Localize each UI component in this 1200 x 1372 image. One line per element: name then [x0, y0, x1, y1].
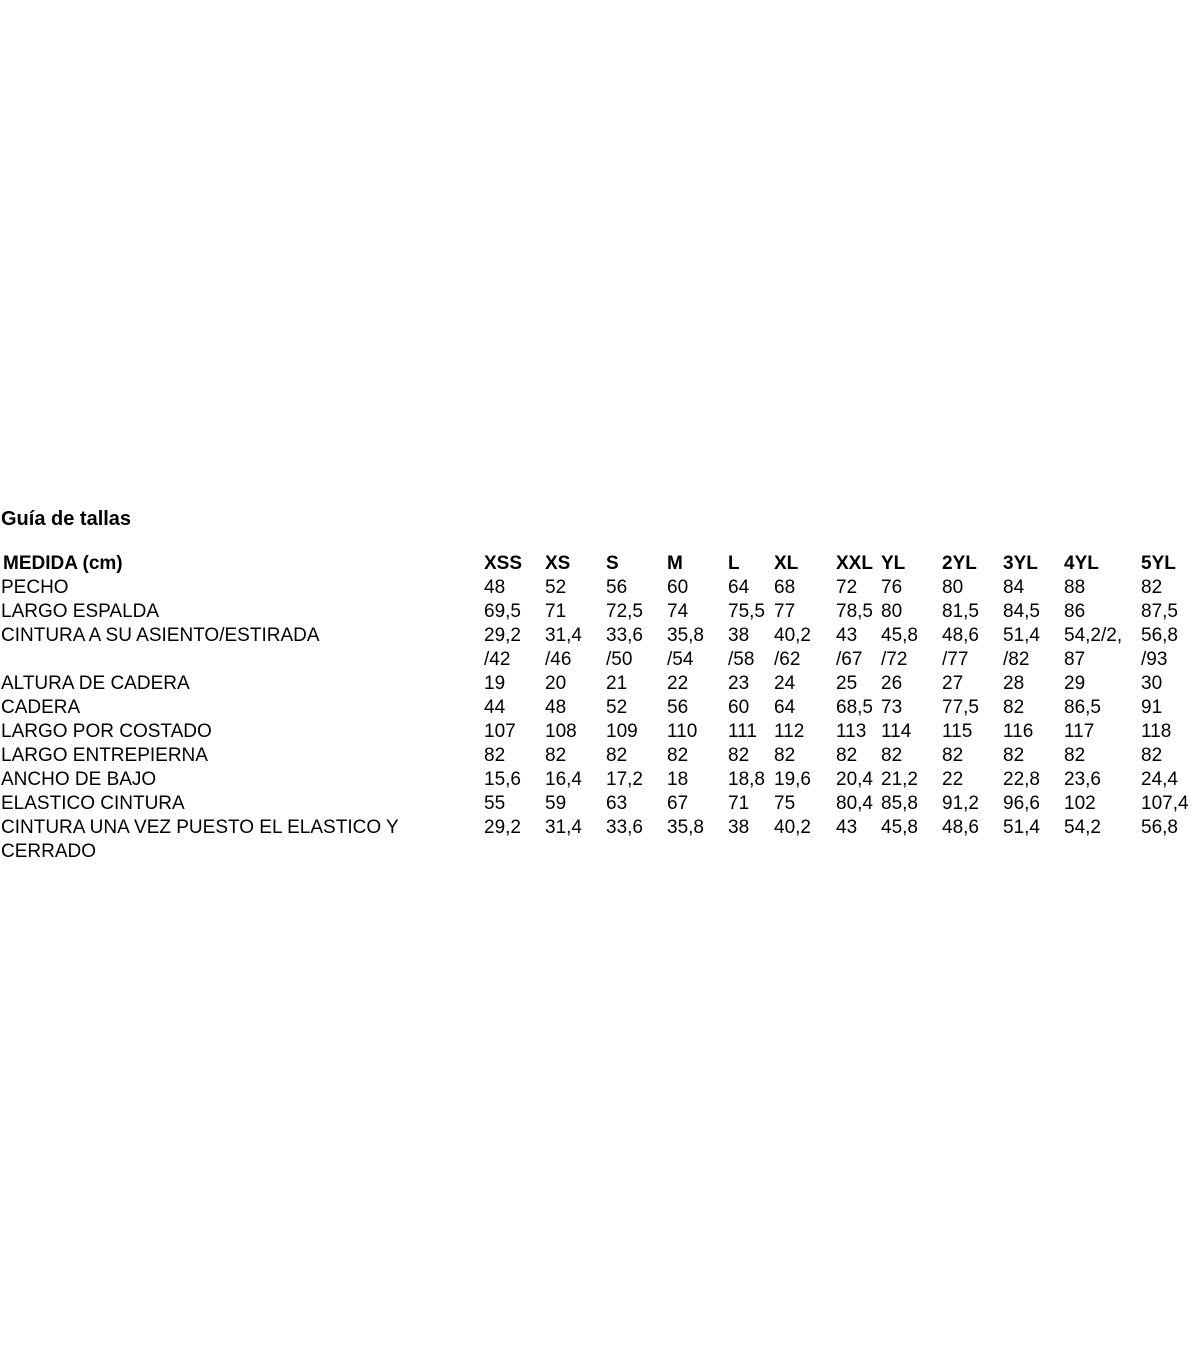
table-cell: 28	[1003, 673, 1025, 694]
table-cell: 84	[1003, 577, 1025, 598]
table-cell: /46	[545, 649, 572, 670]
size-header-yl: YL	[881, 553, 906, 574]
table-cell: 110	[667, 721, 698, 742]
table-cell: 23	[728, 673, 750, 694]
table-cell: 91,2	[942, 793, 979, 814]
size-header-xs: XS	[545, 553, 571, 574]
table-cell: 35,8	[667, 817, 704, 838]
table-cell: 112	[774, 721, 805, 742]
size-header-xl: XL	[774, 553, 799, 574]
table-cell: 31,4	[545, 625, 582, 646]
table-cell: 75,5	[728, 601, 765, 622]
table-cell: 55	[484, 793, 506, 814]
table-cell: 107,4	[1141, 793, 1189, 814]
table-cell: 59	[545, 793, 567, 814]
table-cell: 82	[1003, 697, 1025, 718]
table-row	[0, 696, 1200, 720]
table-cell: 60	[728, 697, 750, 718]
size-header-5yl: 5YL	[1141, 553, 1176, 574]
table-row	[0, 648, 1200, 672]
row-label: ELASTICO CINTURA	[1, 793, 185, 814]
table-cell: 22	[667, 673, 689, 694]
table-cell: 60	[667, 577, 689, 598]
table-cell: 17,2	[606, 769, 643, 790]
table-cell: 64	[774, 697, 796, 718]
table-cell: 48,6	[942, 625, 979, 646]
table-cell: 30	[1141, 673, 1163, 694]
table-cell: 86,5	[1064, 697, 1101, 718]
table-cell: 45,8	[881, 625, 918, 646]
table-cell: 52	[545, 577, 567, 598]
table-cell: 27	[942, 673, 964, 694]
table-cell: 48	[484, 577, 506, 598]
table-cell: 80	[881, 601, 903, 622]
table-cell: 80,4	[836, 793, 873, 814]
table-cell: 82	[1003, 745, 1025, 766]
table-cell: 80	[942, 577, 964, 598]
table-cell: 88	[1064, 577, 1086, 598]
row-label: ALTURA DE CADERA	[1, 673, 190, 694]
table-cell: 82	[484, 745, 506, 766]
table-cell: 29,2	[484, 817, 521, 838]
table-cell: 31,4	[545, 817, 582, 838]
table-cell: /72	[881, 649, 908, 670]
table-cell: 20	[545, 673, 567, 694]
table-cell: 40,2	[774, 625, 811, 646]
row-label: CINTURA A SU ASIENTO/ESTIRADA	[1, 625, 320, 646]
table-cell: /93	[1141, 649, 1168, 670]
table-cell: 68,5	[836, 697, 873, 718]
table-cell: 82	[728, 745, 750, 766]
table-cell: 78,5	[836, 601, 873, 622]
table-cell: 82	[942, 745, 964, 766]
table-cell: /42	[484, 649, 511, 670]
table-row	[0, 840, 1200, 864]
size-header-s: S	[606, 553, 619, 574]
table-cell: 102	[1064, 793, 1096, 814]
table-cell: 21	[606, 673, 628, 694]
page-title: Guía de tallas	[1, 508, 132, 530]
header-label: MEDIDA (cm)	[3, 553, 123, 574]
table-cell: 109	[606, 721, 638, 742]
table-cell: 35,8	[667, 625, 704, 646]
table-cell: 82	[774, 745, 796, 766]
table-cell: 43	[836, 625, 858, 646]
table-cell: 24	[774, 673, 796, 694]
table-cell: 25	[836, 673, 858, 694]
size-header-4yl: 4YL	[1064, 553, 1099, 574]
row-label: CADERA	[1, 697, 81, 718]
table-cell: 87	[1064, 649, 1086, 670]
table-row	[0, 576, 1200, 600]
table-cell: 48	[545, 697, 567, 718]
table-row	[0, 672, 1200, 696]
size-header-2yl: 2YL	[942, 553, 977, 574]
table-cell: 33,6	[606, 817, 643, 838]
table-cell: 63	[606, 793, 628, 814]
table-cell: 111	[728, 721, 757, 742]
table-cell: 15,6	[484, 769, 521, 790]
table-cell: 29,2	[484, 625, 521, 646]
table-cell: 18,8	[728, 769, 765, 790]
table-cell: /67	[836, 649, 863, 670]
table-cell: 64	[728, 577, 750, 598]
table-row	[0, 768, 1200, 792]
row-label: LARGO ENTREPIERNA	[1, 745, 208, 766]
table-cell: 72	[836, 577, 858, 598]
table-cell: 19	[484, 673, 506, 694]
table-cell: 84,5	[1003, 601, 1040, 622]
table-cell: 76	[881, 577, 903, 598]
table-cell: 51,4	[1003, 817, 1040, 838]
size-header-xxl: XXL	[836, 553, 873, 574]
table-cell: 48,6	[942, 817, 979, 838]
table-cell: 19,6	[774, 769, 811, 790]
table-cell: 72,5	[606, 601, 643, 622]
table-cell: 86	[1064, 601, 1086, 622]
table-row	[0, 624, 1200, 648]
size-header-l: L	[728, 553, 740, 574]
table-cell: 71	[728, 793, 750, 814]
table-cell: /50	[606, 649, 633, 670]
size-header-xss: XSS	[484, 553, 523, 574]
table-cell: 115	[942, 721, 973, 742]
table-cell: 16,4	[545, 769, 582, 790]
table-cell: 44	[484, 697, 506, 718]
table-cell: 18	[667, 769, 689, 790]
table-cell: 82	[606, 745, 628, 766]
table-cell: 43	[836, 817, 858, 838]
table-cell: 77	[774, 601, 796, 622]
table-row	[0, 600, 1200, 624]
table-cell: 22,8	[1003, 769, 1040, 790]
table-cell: 38	[728, 817, 750, 838]
table-cell: /82	[1003, 649, 1030, 670]
row-label: CINTURA UNA VEZ PUESTO EL ELASTICO Y	[1, 817, 399, 838]
table-cell: 107	[484, 721, 516, 742]
table-header-row	[0, 552, 1200, 576]
table-cell: 116	[1003, 721, 1034, 742]
table-row	[0, 792, 1200, 816]
row-label: ANCHO DE BAJO	[1, 769, 157, 790]
table-cell: 22	[942, 769, 964, 790]
table-cell: 23,6	[1064, 769, 1101, 790]
table-cell: 52	[606, 697, 628, 718]
table-cell: 56,8	[1141, 625, 1178, 646]
table-cell: 77,5	[942, 697, 979, 718]
table-cell: 82	[836, 745, 858, 766]
size-header-m: M	[667, 553, 683, 574]
table-cell: 56,8	[1141, 817, 1178, 838]
table-cell: 20,4	[836, 769, 873, 790]
table-cell: 38	[728, 625, 750, 646]
table-cell: /77	[942, 649, 969, 670]
table-cell: 73	[881, 697, 903, 718]
row-label: LARGO POR COSTADO	[1, 721, 212, 742]
table-cell: 24,4	[1141, 769, 1178, 790]
table-cell: 82	[1141, 577, 1163, 598]
table-cell: 40,2	[774, 817, 811, 838]
size-header-3yl: 3YL	[1003, 553, 1038, 574]
table-cell: /58	[728, 649, 755, 670]
table-cell: 29	[1064, 673, 1086, 694]
table-cell: 69,5	[484, 601, 521, 622]
table-cell: 108	[545, 721, 577, 742]
table-cell: 82	[881, 745, 903, 766]
table-cell: 75	[774, 793, 796, 814]
table-cell: 82	[667, 745, 689, 766]
table-cell: 91	[1141, 697, 1163, 718]
table-cell: 117	[1064, 721, 1095, 742]
table-cell: 45,8	[881, 817, 918, 838]
table-cell: 33,6	[606, 625, 643, 646]
table-cell: 82	[1064, 745, 1086, 766]
table-cell: 81,5	[942, 601, 979, 622]
table-cell: 85,8	[881, 793, 918, 814]
table-cell: 96,6	[1003, 793, 1040, 814]
table-cell: 26	[881, 673, 903, 694]
table-cell: 54,2/2,	[1064, 625, 1123, 646]
table-cell: 21,2	[881, 769, 918, 790]
table-cell: 118	[1141, 721, 1172, 742]
table-cell: 54,2	[1064, 817, 1101, 838]
table-cell: 87,5	[1141, 601, 1178, 622]
row-label: PECHO	[1, 577, 69, 598]
row-label: LARGO ESPALDA	[1, 601, 160, 622]
table-cell: 51,4	[1003, 625, 1040, 646]
table-cell: /62	[774, 649, 801, 670]
row-label: CERRADO	[1, 841, 97, 862]
table-cell: 74	[667, 601, 689, 622]
table-cell: 113	[836, 721, 867, 742]
table-cell: 56	[606, 577, 628, 598]
table-cell: 82	[1141, 745, 1163, 766]
table-cell: 114	[881, 721, 912, 742]
table-row	[0, 816, 1200, 840]
table-cell: /54	[667, 649, 694, 670]
table-cell: 67	[667, 793, 689, 814]
table-row	[0, 720, 1200, 744]
table-cell: 71	[545, 601, 567, 622]
table-cell: 56	[667, 697, 689, 718]
table-row	[0, 744, 1200, 768]
table-cell: 68	[774, 577, 796, 598]
table-cell: 82	[545, 745, 567, 766]
